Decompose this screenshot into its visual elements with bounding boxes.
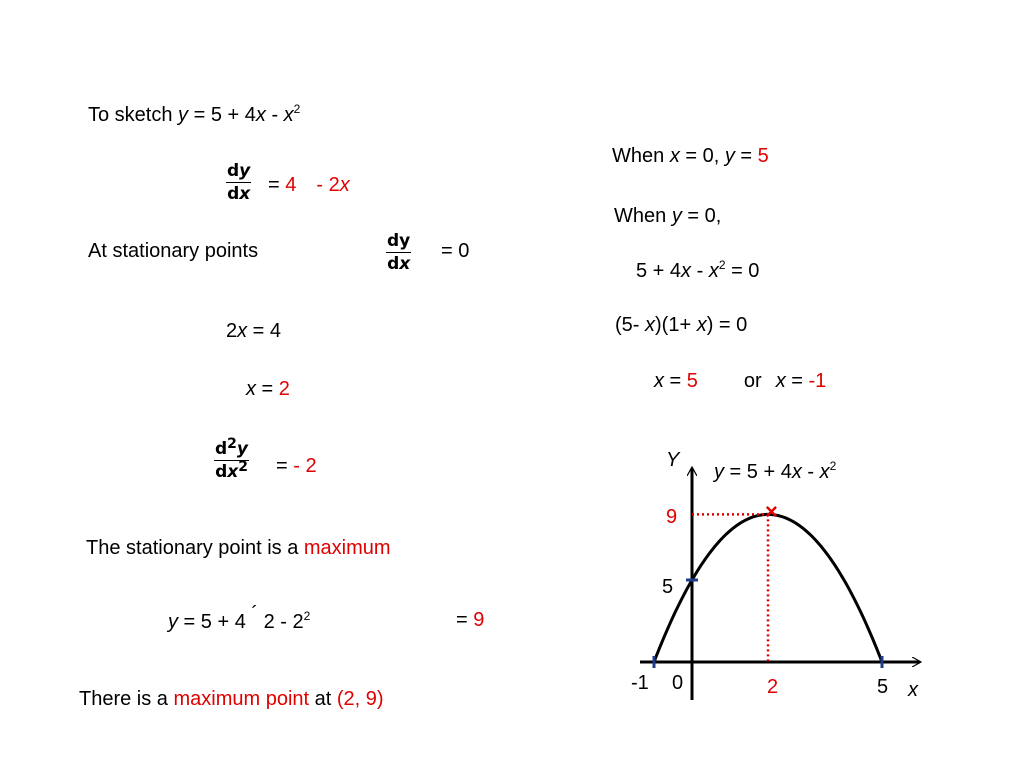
first-derivative: = 4 - 2x	[268, 174, 350, 196]
quadratic-equation: $5 + 4x - x^2 = 0$	[636, 258, 760, 282]
sketch-title: To sketch $y = 5 + 4x - x^2$	[88, 102, 301, 126]
curve-equation-label: $y = 5 + 4x - x^2$	[714, 459, 837, 483]
stationary-label: At stationary points	[88, 240, 259, 262]
when-x-zero: When x = 0, y = 5	[612, 145, 769, 167]
roots: x = 5 or x = -1	[654, 370, 827, 392]
y-axis-label: Y	[666, 449, 680, 471]
tick-label-5-y: 5	[662, 576, 674, 598]
maximum-marker: ×	[765, 499, 778, 524]
final-statement: There is a maximum point at (2, 9)	[79, 688, 384, 710]
factored-equation: (5- x)(1+ x) = 0	[615, 314, 748, 336]
x-axis-label: x	[908, 679, 918, 701]
y-evaluation: y = 5 + 4 ´ $2 - 2^2$	[168, 603, 311, 633]
second-derivative-fraction: $\frac{d^2y}{dx^2}$	[215, 436, 249, 482]
x-value: x = 2	[246, 378, 290, 400]
dy-dx-fraction: $\frac{dy}{dx}$	[227, 161, 251, 204]
tick-label-minus1: -1	[631, 672, 649, 694]
conclusion-text: The stationary point is a maximum	[86, 537, 391, 559]
when-y-zero: When y = 0,	[614, 205, 722, 227]
tick-label-0: 0	[672, 672, 684, 694]
second-derivative-value: = - 2	[276, 455, 317, 477]
stationary-dy-dx-fraction: $\frac{dy}{dx}$	[387, 231, 411, 274]
y-evaluation-result: = 9	[456, 609, 485, 631]
tick-label-5-x: 5	[877, 676, 889, 698]
tick-label-2: 2	[767, 676, 779, 698]
stationary-equation: = 0	[441, 240, 470, 262]
equation-2x: 2x = 4	[226, 320, 282, 342]
tick-label-9: 9	[666, 506, 678, 528]
